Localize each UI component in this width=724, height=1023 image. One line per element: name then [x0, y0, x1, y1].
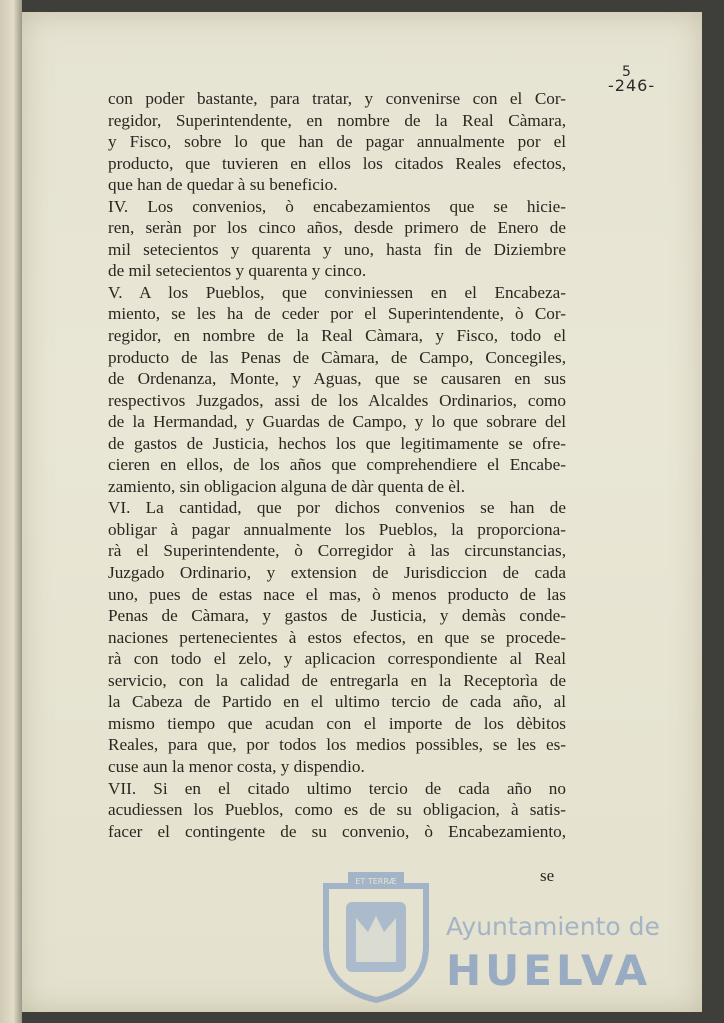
folio-number-top: 5 — [622, 64, 632, 80]
body-text — [108, 88, 566, 842]
text-line: V. A los Pueblos, que conviniessen en el Encabeza- — [108, 282, 566, 302]
text-line: de la Hermandad, y Guardas de Campo, y lo que sobrare del — [108, 412, 566, 432]
text-line: de Ordenanza, Monte, y Aguas, que se causaren en sus — [108, 369, 566, 389]
text-line: regidor, en nombre de la Real Càmara, y Fisco, todo el — [108, 326, 566, 346]
text-line: la Cabeza de Partido en el ultimo tercio de cada año, al — [108, 692, 566, 712]
watermark-city: HUELVA — [446, 946, 652, 995]
text-line: mismo tiempo que acudan con el importe de los dèbitos — [108, 713, 566, 733]
text-line: miento, se les ha de ceder por el Superintendente, ò Cor- — [108, 304, 566, 324]
folio-number-main: -246- — [608, 76, 656, 95]
text-line: de mil setecientos y quarenta y cinco. — [108, 261, 367, 281]
text-line: mil setecientos y quarenta y uno, hasta fin de Diziembre — [108, 239, 566, 259]
text-line: con poder bastante, para tratar, y convenirse con el Cor- — [108, 89, 566, 108]
shield-motto: ET TERRÆ — [355, 877, 397, 886]
text-line: cieren en ellos, de los años que comprehendiere el Encabe- — [108, 455, 566, 475]
text-line: obligar à pagar annualmente los Pueblos, la proporciona- — [108, 519, 566, 539]
text-line: IV. Los convenios, ò encabezamientos que se hicie- — [108, 196, 566, 216]
text-line: que han de quedar à su beneficio. — [108, 175, 338, 195]
huelva-shield-icon — [316, 866, 436, 1004]
text-line: rà con todo el zelo, y aplicacion correspondiente al Real — [108, 649, 566, 669]
text-line: acudiessen los Pueblos, como es de su obligacion, à satis- — [108, 800, 566, 820]
text-line: naciones pertenecientes à estos efectos, en que se procede- — [108, 627, 566, 647]
text-line: facer el contingente de su convenio, ò Encabezamiento, — [108, 821, 566, 841]
text-line: producto de las Penas de Càmara, de Campo, Concegiles, — [108, 347, 566, 367]
text-line: respectivos Juzgados, assi de los Alcaldes Ordinarios, como — [108, 390, 566, 410]
adjacent-page-edge — [0, 0, 22, 1023]
text-line: y Fisco, sobre lo que han de pagar annualmente por el — [108, 132, 566, 152]
text-line: Reales, para que, por todos los medios possibles, se les es- — [108, 735, 566, 755]
text-line: Juzgado Ordinario, y extension de Jurisdiccion de cada — [108, 563, 566, 583]
text-line: rà el Superintendente, ò Corregidor à las circunstancias, — [108, 541, 566, 561]
text-line: cuse aun la menor costa, y dispendio. — [108, 756, 365, 776]
text-line: ren, seràn por los cinco años, desde primero de Enero de — [108, 218, 566, 238]
folio-number — [608, 64, 678, 95]
text-line: producto, que tuvieren en ellos los citados Reales efectos, — [108, 153, 566, 173]
text-line: uno, pues de estas nace el mas, ò menos producto de las — [108, 584, 566, 604]
watermark-organization: Ayuntamiento de — [446, 912, 660, 941]
text-line: zamiento, sin obligacion alguna de dàr quenta de èl. — [108, 476, 465, 496]
catchword: se — [540, 866, 555, 885]
text-line: regidor, Superintendente, en nombre de la Real Càmara, — [108, 110, 566, 130]
text-line: servicio, con la calidad de entregarla en la Receptorìa de — [108, 670, 566, 690]
text-line: Penas de Càmara, y gastos de Justicia, y demàs conde- — [108, 606, 566, 626]
text-line: de gastos de Justicia, hechos los que legitimamente se ofre- — [108, 433, 566, 453]
text-line: VI. La cantidad, que por dichos convenios se han de — [108, 498, 566, 518]
text-line: VII. Si en el citado ultimo tercio de cada año no — [108, 778, 566, 798]
archive-watermark — [308, 860, 698, 1010]
